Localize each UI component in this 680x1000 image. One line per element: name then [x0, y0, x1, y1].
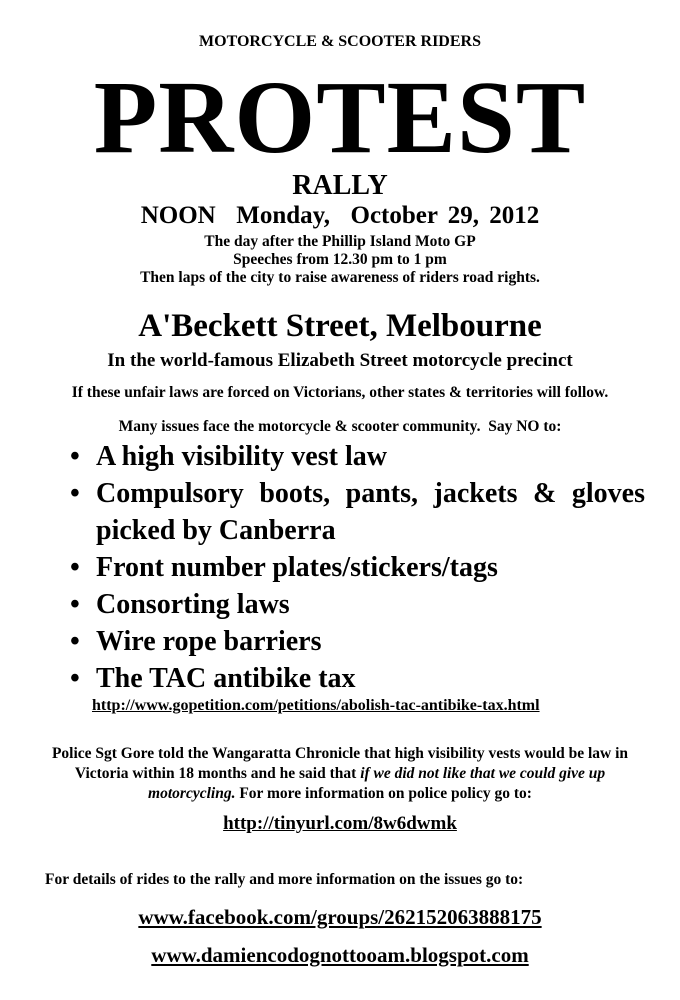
police-quote: if we did not like that we could give up motorcycling. [148, 765, 606, 802]
issue-item: • Front number plates/stickers/tags [70, 549, 645, 586]
issue-item: • Compulsory boots, pants, jackets & gloves picked by Canberra [70, 475, 645, 549]
event-date: NOON Monday, October 29, 2012 [140, 202, 540, 229]
issue-item: • A high visibility vest law [70, 438, 645, 475]
petition-link[interactable]: http://www.gopetition.com/petitions/abolish-tac-antibike-tax.html [92, 697, 540, 714]
rally-heading: RALLY [292, 170, 388, 201]
blog-link[interactable]: www.damiencodognottooam.blogspot.com [151, 943, 529, 967]
rides-info-line: For details of rides to the rally and more information on the issues go to: [45, 871, 524, 888]
tinyurl-link[interactable]: http://tinyurl.com/8w6dwmk [223, 813, 457, 834]
issue-item: • The TAC antibike tax [70, 660, 645, 697]
issues-list [70, 438, 645, 697]
facebook-link[interactable]: www.facebook.com/groups/262152063888175 [138, 905, 542, 929]
police-text-2: For more information on police policy go to: [235, 785, 532, 802]
location-heading: A'Beckett Street, Melbourne [138, 308, 542, 344]
issue-item: • Wire rope barriers [70, 623, 645, 660]
header-riders: MOTORCYCLE & SCOOTER RIDERS [199, 33, 481, 50]
detail-line-1: The day after the Phillip Island Moto GP [204, 233, 476, 250]
detail-line-3: Then laps of the city to raise awareness of riders road rights. [140, 269, 540, 286]
police-text-1: Police Sgt Gore told the Wangaratta Chronicle that high visibility vests would be law in Victoria within 18 months and he said that [51, 745, 629, 782]
police-paragraph [40, 744, 640, 804]
issues-intro: Many issues face the motorcycle & scooter community. Say NO to: [118, 418, 562, 435]
warning-line: If these unfair laws are forced on Victorians, other states & territories will follow. [71, 384, 609, 401]
page-title: PROTEST [93, 60, 587, 175]
precinct-line: In the world-famous Elizabeth Street motorcycle precinct [107, 350, 573, 371]
detail-line-2: Speeches from 12.30 pm to 1 pm [233, 251, 447, 268]
issue-item: • Consorting laws [70, 586, 645, 623]
